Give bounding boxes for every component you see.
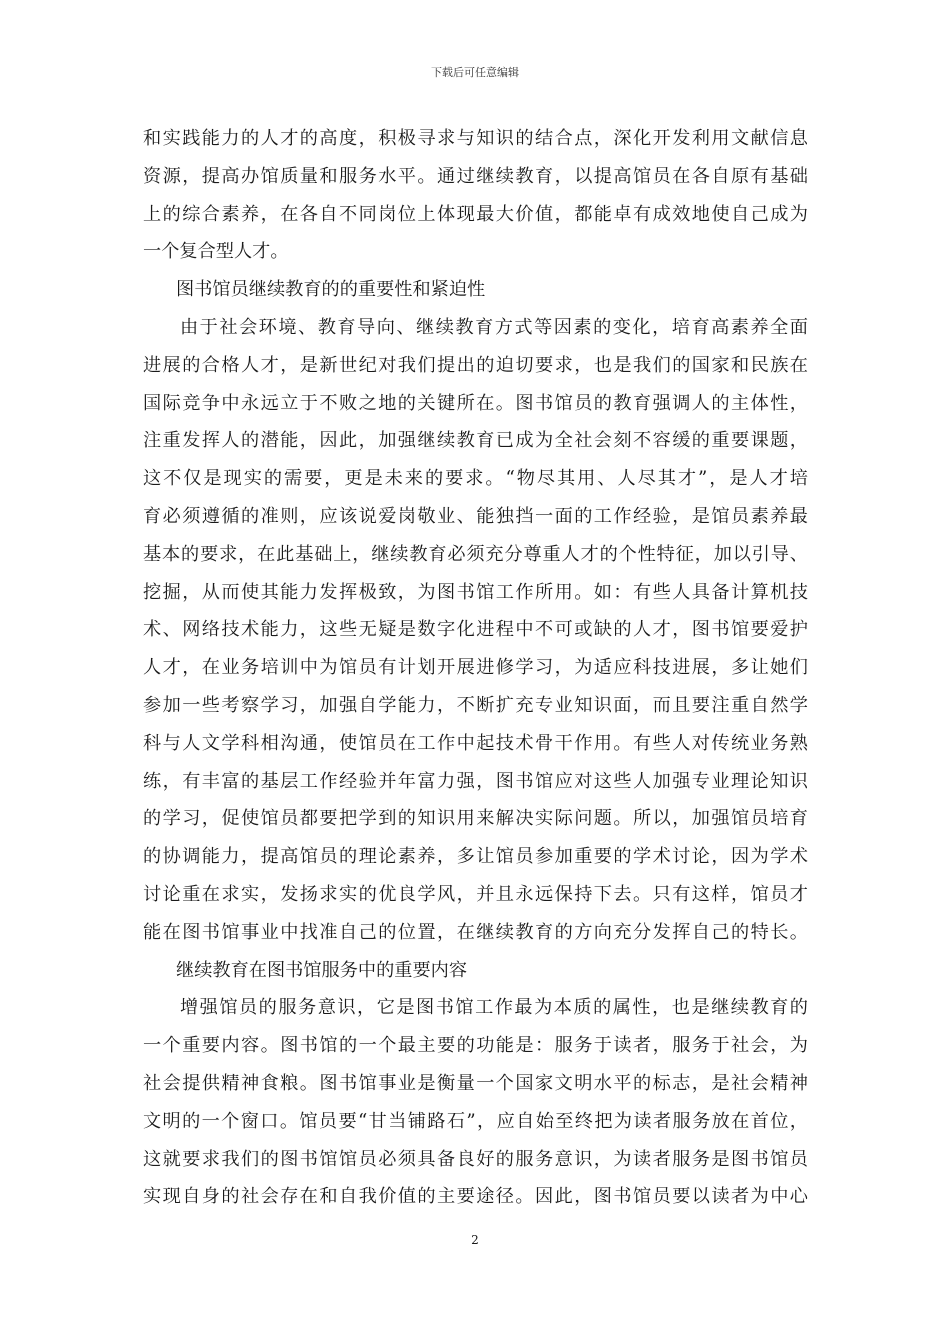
text-line: 文明的一个窗口。馆员要“甘当铺路石”，应自始至终把为读者服务放在首位， bbox=[143, 1110, 808, 1132]
text-line: 一个重要内容。图书馆的一个最主要的功能是：服务于读者，服务于社会，为 bbox=[143, 1035, 808, 1057]
page-number: 2 bbox=[471, 1233, 479, 1247]
text-line: 人才，在业务培训中为馆员有计划开展进修学习，为适应科技进展，多让她们 bbox=[143, 657, 808, 679]
text-line: 注重发挥人的潜能，因此，加强继续教育已成为全社会刻不容缓的重要课题， bbox=[143, 430, 808, 452]
text-line: 社会提供精神食粮。图书馆事业是衡量一个国家文明水平的标志，是社会精神 bbox=[143, 1072, 808, 1094]
text-line: 基本的要求，在此基础上，继续教育必须充分尊重人才的个性特征，加以引导、 bbox=[143, 543, 808, 565]
text-line: 科与人文学科相沟通，使馆员在工作中起技术骨干作用。有些人对传统业务熟 bbox=[143, 732, 808, 754]
text-line: 一个复合型人才。 bbox=[143, 241, 289, 263]
text-line: 参加一些考察学习，加强自学能力，不断扩充专业知识面，而且要注重自然学 bbox=[143, 694, 808, 716]
text-line: 进展的合格人才，是新世纪对我们提出的迫切要求，也是我们的国家和民族在 bbox=[143, 354, 808, 376]
text-line: 增强馆员的服务意识，它是图书馆工作最为本质的属性，也是继续教育的 bbox=[180, 997, 808, 1019]
page-header: 下载后可任意编辑 bbox=[431, 66, 519, 79]
text-line: 育必须遵循的准则，应该说爱岗敬业、能独挡一面的工作经验，是馆员素养最 bbox=[143, 505, 808, 527]
text-line: 能在图书馆事业中找准自己的位置，在继续教育的方向充分发挥自己的特长。 bbox=[143, 921, 808, 943]
section-heading: 继续教育在图书馆服务中的重要内容 bbox=[176, 959, 468, 981]
text-line: 术、网络技术能力，这些无疑是数字化进程中不可或缺的人才，图书馆要爱护 bbox=[143, 619, 808, 641]
text-line: 这不仅是现实的需要，更是未来的要求。“物尽其用、人尽其才”，是人才培 bbox=[143, 468, 808, 490]
text-line: 练，有丰富的基层工作经验并年富力强，图书馆应对这些人加强专业理论知识 bbox=[143, 770, 808, 792]
text-line: 的学习，促使馆员都要把学到的知识用来解决实际问题。所以，加强馆员培育 bbox=[143, 808, 808, 830]
text-line: 由于社会环境、教育导向、继续教育方式等因素的变化，培育高素养全面 bbox=[180, 316, 808, 338]
text-line: 资源，提高办馆质量和服务水平。通过继续教育，以提高馆员在各自原有基础 bbox=[143, 165, 808, 187]
document-body bbox=[143, 120, 808, 1216]
text-line: 上的综合素养，在各自不同岗位上体现最大价值，都能卓有成效地使自己成为 bbox=[143, 203, 808, 225]
text-line: 挖掘，从而使其能力发挥极致，为图书馆工作所用。如：有些人具备计算机技 bbox=[143, 581, 808, 603]
text-line: 这就要求我们的图书馆馆员必须具备良好的服务意识，为读者服务是图书馆员 bbox=[143, 1148, 808, 1170]
text-line: 国际竞争中永远立于不败之地的关键所在。图书馆员的教育强调人的主体性， bbox=[143, 392, 808, 414]
text-line: 讨论重在求实，发扬求实的优良学风，并且永远保持下去。只有这样，馆员才 bbox=[143, 883, 808, 905]
section-heading: 图书馆员继续教育的的重要性和紧迫性 bbox=[176, 279, 486, 301]
text-line: 的协调能力，提高馆员的理论素养，多让馆员参加重要的学术讨论，因为学术 bbox=[143, 846, 808, 868]
text-line: 实现自身的社会存在和自我价值的主要途径。因此，图书馆员要以读者为中心 bbox=[143, 1186, 808, 1208]
text-line: 和实践能力的人才的高度，积极寻求与知识的结合点，深化开发利用文献信息 bbox=[143, 128, 808, 149]
